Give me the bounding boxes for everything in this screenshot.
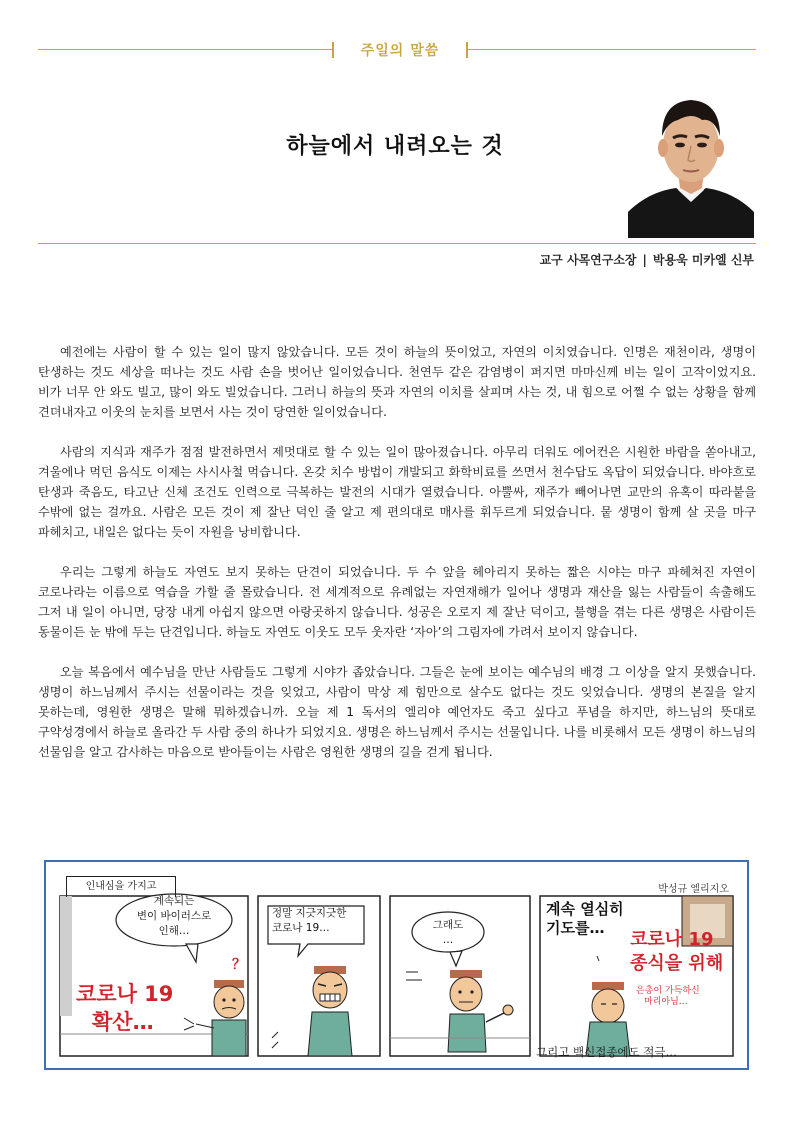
header-rule-tick-right	[466, 42, 468, 58]
red-line: 코로나 19	[630, 929, 714, 950]
red-line: 은총이 가득하신	[636, 986, 700, 996]
heading-line: 기도를…	[546, 919, 605, 937]
header-rule-left	[38, 49, 332, 50]
panel-2-speech-bubble	[272, 906, 346, 936]
header-bottom-rule	[38, 243, 756, 244]
bubble-line: 계속되는	[153, 895, 195, 907]
byline-separator: |	[642, 253, 647, 267]
paragraph: 예전에는 사람이 할 수 있는 일이 많지 않았습니다. 모든 것이 하늘의 뜻이었고, 자연의 이치였습니다. 인명은 재천이라, 생명이 탄생하는 것도 세상을 떠나는 것도 사람 손을 벗어난 일이었습니다. 천연두 같은 감염병이 퍼지면 마마신께 비는 일이 고작이었지요. 비가 너무 안 와도 빌고, 많이 와도 빌었습니다. 그러니 하늘의 뜻과 자연의 이치를 살피며 사는 것, 내 힘으로 어쩔 수 없는 상황을 함께 견뎌내자고 이웃의 눈치를 보면서 사는 것이 당연한 일이었습니다.	[38, 345, 756, 419]
comic-caption: 그리고 백신접종에도 적극…	[536, 1045, 678, 1059]
bubble-line: 변이 바이러스로	[136, 910, 212, 922]
bubble-line: 코로나 19…	[272, 922, 330, 934]
red-line: 종식을 위해	[630, 953, 724, 974]
comic-strip	[44, 860, 749, 1070]
panel-1-speech-bubble	[134, 894, 214, 939]
paragraph: 사람의 지식과 재주가 점점 발전하면서 제멋대로 할 수 있는 일이 많아졌습니다. 아무리 더워도 에어컨은 시원한 바람을 쏟아내고, 겨울에나 먹던 음식도 이제는 사시사철 먹습니다. 온갖 치수 방법이 개발되고 화학비료를 쓰면서 천수답도 옥답이 되었습니다. 바야흐로 탄생과 죽음도, 타고난 신체 조건도 인력으로 극복하는 발전의 시대가 열렸습니다. 아뿔싸, 재주가 빼어나면 교만의 유혹이 따라붙을 수밖에 없는 걸까요. 사람은 모든 것이 제 잘난 덕인 줄 알고 제 편의대로 매사를 휘두르게 되었습니다. 뭍 생명이 함께 살 곳을 마구 파헤치고, 내일은 없다는 듯이 자원을 낭비합니다.	[38, 445, 756, 539]
article-body	[38, 342, 756, 782]
bubble-line: 인해…	[158, 925, 190, 937]
panel-4-heading	[546, 900, 624, 938]
comic-author: 박성규 엘리지오	[658, 884, 729, 895]
paragraph: 우리는 그렇게 하늘도 자연도 보지 못하는 단견이 되었습니다. 두 수 앞을 헤아리지 못하는 짧은 시야는 마구 파헤쳐진 자연이 코로나라는 이름으로 역습을 가할 줄 몰랐습니다. 전 세계적으로 유례없는 자연재해가 일어나 생명과 재산을 잃는 사람들이 속출해도 그저 내 일이 아니면, 당장 내게 아쉽지 않으면 아랑곳하지 않습니다. 성공은 오로지 제 잘난 덕이고, 불행을 겪는 다른 생명은 사람이든 동물이든 눈 밖에 두는 단견입니다. 하늘도 자연도 이웃도 모두 웃자란 ‘자아’의 그림자에 가려서 보이지 않습니다.	[38, 565, 756, 639]
red-line: 마리아님…	[644, 997, 688, 1007]
panel-4-prayer-text	[636, 986, 700, 1008]
panel-1-question-mark: ？	[232, 957, 246, 973]
byline-name: 박용욱 미카엘 신부	[652, 253, 754, 267]
bubble-line: 그래도	[432, 919, 464, 931]
article-title: 하늘에서 내려오는 것	[286, 134, 504, 159]
panel-1-red-caption	[76, 980, 173, 1036]
bubble-line: …	[442, 934, 454, 946]
red-line: 확산…	[92, 1010, 154, 1034]
author-portrait	[628, 80, 754, 238]
byline-role: 교구 사목연구소장	[539, 253, 637, 267]
panel-3-speech-bubble	[418, 918, 478, 948]
red-line: 코로나 19	[76, 982, 174, 1006]
section-label: 주일의 말씀	[360, 43, 440, 59]
paragraph: 오늘 복음에서 예수님을 만난 사람들도 그렇게 시야가 좁았습니다. 그들은 눈에 보이는 예수님의 배경 그 이상을 알지 못했습니다. 생명이 하느님께서 주시는 선물이라는 것을 잊었고, 사람이 막상 제 힘만으로 살수도 없다는 것도 잊었습니다. 생명의 본질을 알지 못하는데, 영원한 생명은 말해 뭐하겠습니까. 오늘 제 1 독서의 엘리야 예언자도 죽고 싶다고 푸념을 하지만, 하느님의 뜻대로 구약성경에서 하늘로 올라간 두 사람 중의 하나가 되었지요. 생명은 하느님께서 주시는 선물입니다. 나를 비롯해서 모든 생명이 하느님의 선물임을 알고 감사하는 마음으로 받아들이는 사람은 영원한 생명의 길을 걷게 됩니다.	[38, 665, 756, 759]
heading-line: 계속 열심히	[546, 900, 624, 918]
comic-title: 인내심을 가지고	[66, 876, 176, 897]
panel-4-red-caption	[630, 928, 723, 976]
byline	[540, 251, 754, 268]
bubble-line: 정말 지긋지긋한	[272, 907, 347, 919]
header-rule-right	[468, 49, 756, 50]
